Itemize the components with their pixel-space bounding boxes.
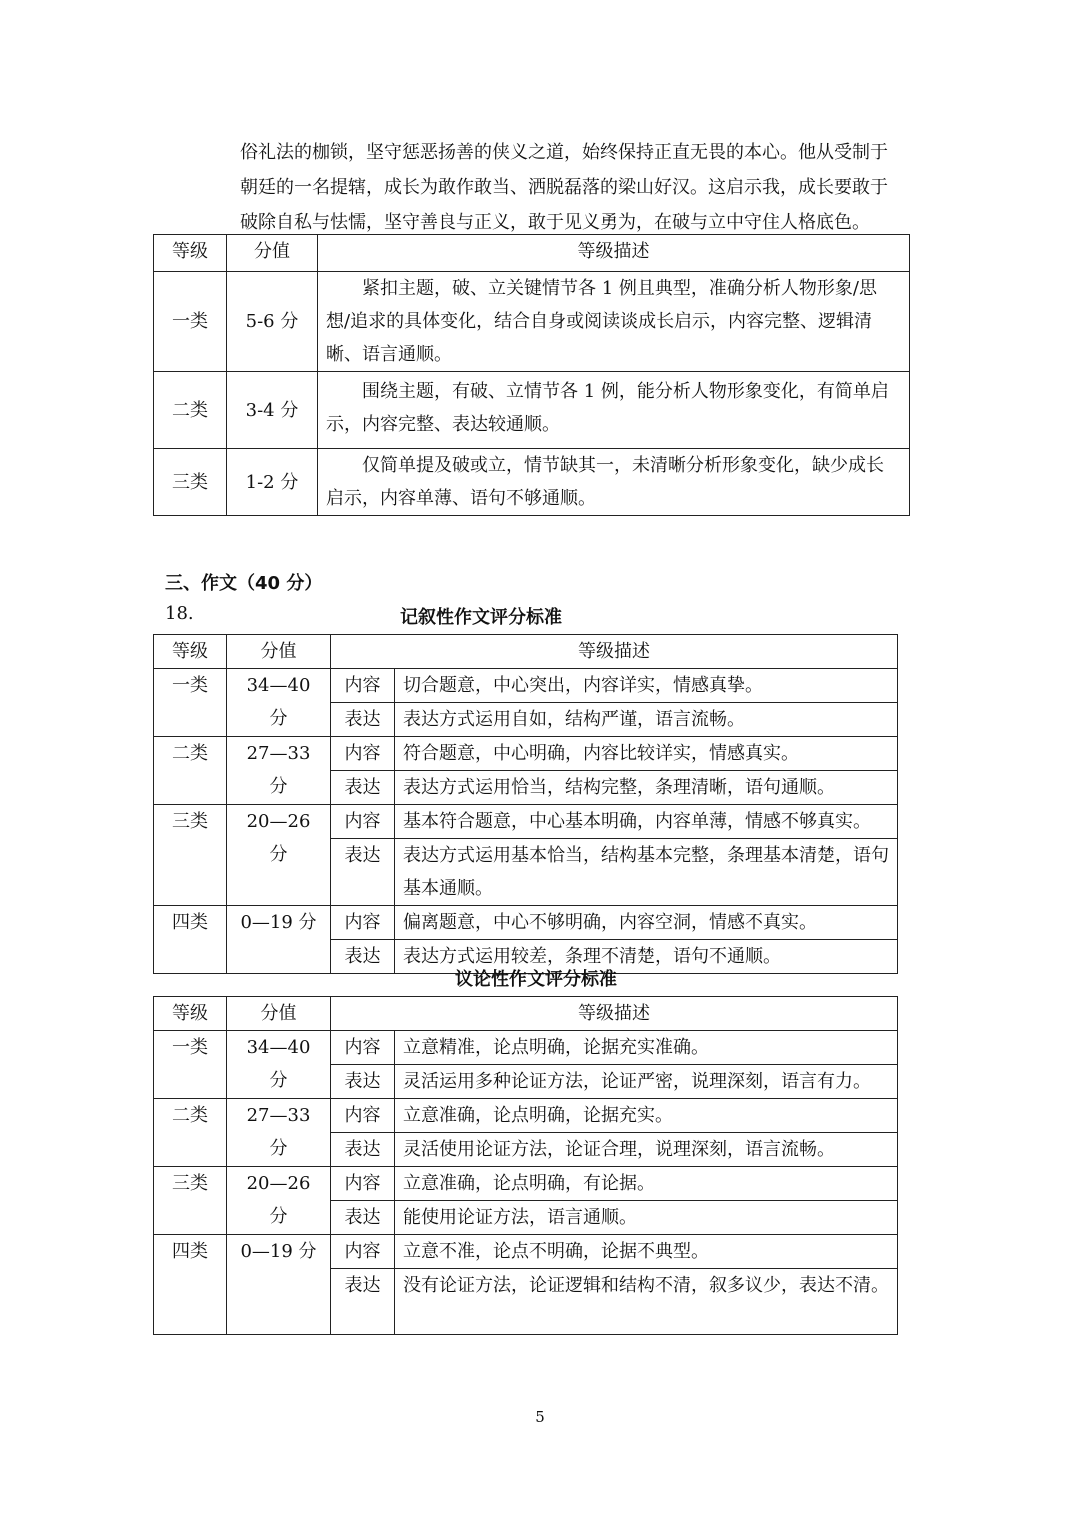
aspect-cell: 内容 xyxy=(331,805,395,839)
score-cell: 34—40 分 xyxy=(227,1031,331,1099)
score-cell: 0—19 分 xyxy=(227,1235,331,1335)
grade-cell: 三类 xyxy=(154,805,227,906)
aspect-cell: 内容 xyxy=(331,1167,395,1201)
table-header-row xyxy=(154,997,898,1031)
section-title: 三、作文（40 分） xyxy=(165,573,323,594)
aspect-cell: 表达 xyxy=(331,1133,395,1167)
header-grade: 等级 xyxy=(154,635,227,669)
intro-line: 俗礼法的枷锁，坚守惩恶扬善的侠义之道，始终保持正直无畏的本心。他从受制于 xyxy=(240,142,888,163)
aspect-cell: 表达 xyxy=(331,940,395,974)
table-row xyxy=(154,1099,898,1133)
score-cell: 5-6 分 xyxy=(227,272,318,372)
score-cell: 1-2 分 xyxy=(227,449,318,516)
header-score: 分值 xyxy=(227,235,318,272)
score-cell: 27—33 分 xyxy=(227,1099,331,1167)
grade-cell: 一类 xyxy=(154,272,227,372)
aspect-cell: 内容 xyxy=(331,1099,395,1133)
intro-paragraph xyxy=(240,135,920,240)
aspect-cell: 表达 xyxy=(331,1201,395,1235)
desc-cell: 仅简单提及破或立，情节缺其一，未清晰分析形象变化，缺少成长启示，内容单薄、语句不够通顺。 xyxy=(318,449,910,516)
header-desc: 等级描述 xyxy=(318,235,910,272)
score-cell: 20—26 分 xyxy=(227,1167,331,1235)
grading-table-argumentative xyxy=(153,996,898,1335)
criteria-cell: 表达方式运用自如，结构严谨，语言流畅。 xyxy=(395,703,898,737)
table-row xyxy=(154,449,910,516)
score-cell: 0—19 分 xyxy=(227,906,331,974)
aspect-cell: 表达 xyxy=(331,1065,395,1099)
page-number: 5 xyxy=(535,1408,545,1426)
score-cell: 3-4 分 xyxy=(227,372,318,449)
header-grade: 等级 xyxy=(154,997,227,1031)
criteria-cell: 基本符合题意，中心基本明确，内容单薄，情感不够真实。 xyxy=(395,805,898,839)
grade-cell: 四类 xyxy=(154,906,227,974)
aspect-cell: 内容 xyxy=(331,737,395,771)
header-desc: 等级描述 xyxy=(331,635,898,669)
criteria-cell: 立意不准，论点不明确，论据不典型。 xyxy=(395,1235,898,1269)
grade-cell: 二类 xyxy=(154,1099,227,1167)
table-header-row xyxy=(154,235,910,272)
table-row xyxy=(154,272,910,372)
criteria-cell: 灵活使用论证方法，论证合理，说理深刻，语言流畅。 xyxy=(395,1133,898,1167)
table-row xyxy=(154,906,898,940)
aspect-cell: 内容 xyxy=(331,1235,395,1269)
table-row xyxy=(154,669,898,703)
grade-cell: 一类 xyxy=(154,1031,227,1099)
aspect-cell: 表达 xyxy=(331,839,395,906)
criteria-cell: 表达方式运用恰当，结构完整，条理清晰，语句通顺。 xyxy=(395,771,898,805)
table-row xyxy=(154,372,910,449)
criteria-cell: 表达方式运用基本恰当，结构基本完整，条理基本清楚，语句基本通顺。 xyxy=(395,839,898,906)
score-cell: 34—40 分 xyxy=(227,669,331,737)
table-header-row xyxy=(154,635,898,669)
aspect-cell: 内容 xyxy=(331,1031,395,1065)
question-number: 18. xyxy=(165,603,194,624)
criteria-cell: 符合题意，中心明确，内容比较详实，情感真实。 xyxy=(395,737,898,771)
grade-cell: 二类 xyxy=(154,372,227,449)
grade-cell: 四类 xyxy=(154,1235,227,1335)
table-caption-narrative: 记叙性作文评分标准 xyxy=(400,607,562,628)
aspect-cell: 表达 xyxy=(331,703,395,737)
criteria-cell: 立意准确，论点明确，有论据。 xyxy=(395,1167,898,1201)
grade-cell: 三类 xyxy=(154,449,227,516)
aspect-cell: 内容 xyxy=(331,906,395,940)
table-row xyxy=(154,1031,898,1065)
table-row xyxy=(154,737,898,771)
criteria-cell: 立意准确，论点明确，论据充实。 xyxy=(395,1099,898,1133)
aspect-cell: 表达 xyxy=(331,771,395,805)
desc-cell: 围绕主题，有破、立情节各 1 例，能分析人物形象变化，有简单启示，内容完整、表达较通顺。 xyxy=(318,372,910,449)
grade-cell: 三类 xyxy=(154,1167,227,1235)
criteria-cell: 偏离题意，中心不够明确，内容空洞，情感不真实。 xyxy=(395,906,898,940)
grading-table-q17 xyxy=(153,234,910,516)
header-score: 分值 xyxy=(227,997,331,1031)
aspect-cell: 表达 xyxy=(331,1269,395,1335)
criteria-cell: 没有论证方法，论证逻辑和结构不清，叙多议少，表达不清。 xyxy=(395,1269,898,1335)
desc-cell: 紧扣主题，破、立关键情节各 1 例且典型，准确分析人物形象/思想/追求的具体变化，结合自身或阅读谈成长启示，内容完整、逻辑清晰、语言通顺。 xyxy=(318,272,910,372)
grade-cell: 一类 xyxy=(154,669,227,737)
header-score: 分值 xyxy=(227,635,331,669)
table-row xyxy=(154,1235,898,1269)
table-row xyxy=(154,1167,898,1201)
criteria-cell: 表达方式运用较差，条理不清楚，语句不通顺。 xyxy=(395,940,898,974)
criteria-cell: 灵活运用多种论证方法，论证严密，说理深刻，语言有力。 xyxy=(395,1065,898,1099)
intro-line: 朝廷的一名提辖，成长为敢作敢当、洒脱磊落的梁山好汉。这启示我，成长要敢于 xyxy=(240,177,888,198)
header-grade: 等级 xyxy=(154,235,227,272)
table-row xyxy=(154,805,898,839)
criteria-cell: 切合题意，中心突出，内容详实，情感真挚。 xyxy=(395,669,898,703)
header-desc: 等级描述 xyxy=(331,997,898,1031)
score-cell: 27—33 分 xyxy=(227,737,331,805)
aspect-cell: 内容 xyxy=(331,669,395,703)
criteria-cell: 能使用论证方法，语言通顺。 xyxy=(395,1201,898,1235)
intro-line: 破除自私与怯懦，坚守善良与正义，敢于见义勇为，在破与立中守住人格底色。 xyxy=(240,212,870,233)
grading-table-narrative xyxy=(153,634,898,974)
score-cell: 20—26 分 xyxy=(227,805,331,906)
criteria-cell: 立意精准，论点明确，论据充实准确。 xyxy=(395,1031,898,1065)
table-caption-argumentative: 议论性作文评分标准 xyxy=(455,969,617,990)
grade-cell: 二类 xyxy=(154,737,227,805)
